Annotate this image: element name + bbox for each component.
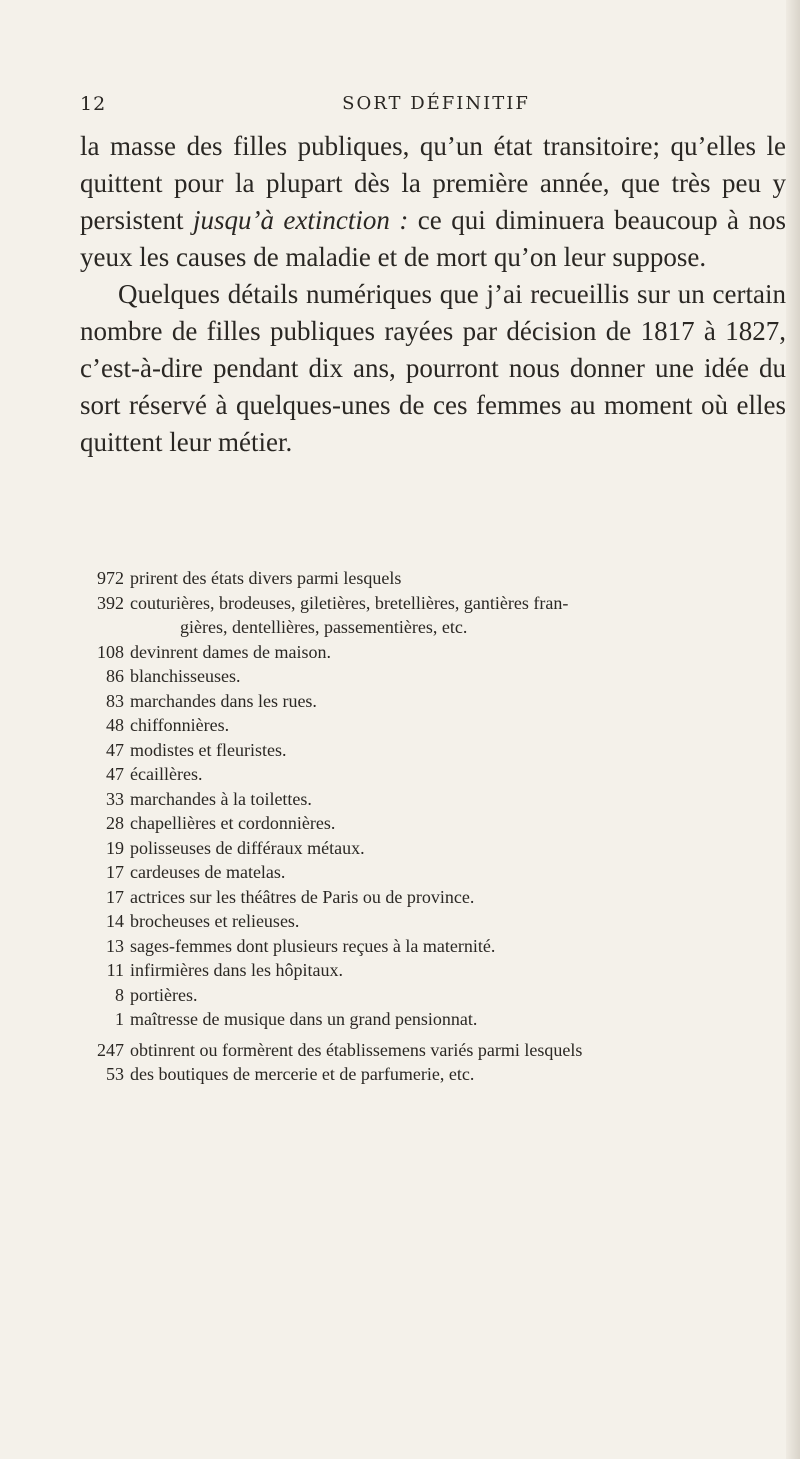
stat-row: 33 marchandes à la toilettes. (106, 788, 312, 809)
page-number: 12 (80, 93, 107, 115)
stat-row-continuation: gières, dentellières, passementières, etc. (180, 617, 468, 637)
stat-row: 8 portières. (115, 984, 198, 1005)
stat-label: prirent des états divers parmi lesquels (130, 568, 402, 588)
stat-label: des boutiques de mercerie et de parfumerie, etc. (130, 1064, 475, 1084)
stat-label: obtinrent ou formèrent des établissemens variés parmi lesquels (130, 1039, 583, 1060)
stat-row: 17 cardeuses de matelas. (106, 862, 286, 882)
stat-row: 13 sages-femmes dont plusieurs reçues à la maternité. (106, 935, 496, 956)
stat-row: 11 infirmières dans les hôpitaux. (106, 960, 343, 980)
paragraph-1: la masse des filles publiques, qu’un état transitoire; qu’elles le quittent pour la plupart dès la première année, que très peu y persistent jusqu’à extinction : ce qui diminuera beaucoup à nos yeux les causes de maladie et de mort qu’on leur suppose. (80, 131, 787, 272)
stat-row: 392 couturières, brodeuses, giletières, bretellières, gantières fran- (97, 592, 569, 613)
body-text (80, 128, 786, 461)
stat-count: 53 (106, 1064, 124, 1084)
stat-row: 1 maîtresse de musique dans un grand pensionnat. (115, 1009, 478, 1029)
stat-row: 17 actrices sur les théâtres de Paris ou de province. (106, 886, 475, 907)
statistics-list (80, 566, 790, 1087)
stat-row: 47 modistes et fleuristes. (106, 739, 287, 760)
stat-count: 247 (97, 1039, 124, 1060)
page-header (80, 93, 792, 123)
stats-outro-row (80, 1062, 790, 1087)
stat-count: 972 (97, 568, 124, 588)
stat-row: 86 blanchisseuses. (106, 666, 241, 686)
paragraph-2: Quelques détails numériques que j’ai recueillis sur un certain nombre de filles publiques rayées par décision de 1817 à 1827, c’est-à-dire pendant dix ans, pourront nous donner une idée du sort réservé à quelques-unes de ces femmes au moment où elles quittent leur métier. (80, 279, 786, 457)
stat-row: 28 chapellières et cordonnières. (106, 813, 336, 833)
stat-row: 19 polisseuses de différaux métaux. (106, 837, 365, 858)
stat-row: 108 devinrent dames de maison. (97, 641, 331, 662)
running-title: SORT DÉFINITIF (342, 93, 530, 114)
stats-outro-row (80, 1038, 790, 1063)
stat-row: 83 marchandes dans les rues. (106, 690, 317, 711)
stat-row: 14 brocheuses et relieuses. (106, 911, 300, 931)
stat-row: 48 chiffonnières. (106, 715, 230, 735)
stats-intro-row (80, 566, 790, 591)
italic-phrase: jusqu’à extinction : (192, 205, 409, 235)
stat-row: 47 écaillères. (106, 764, 203, 784)
